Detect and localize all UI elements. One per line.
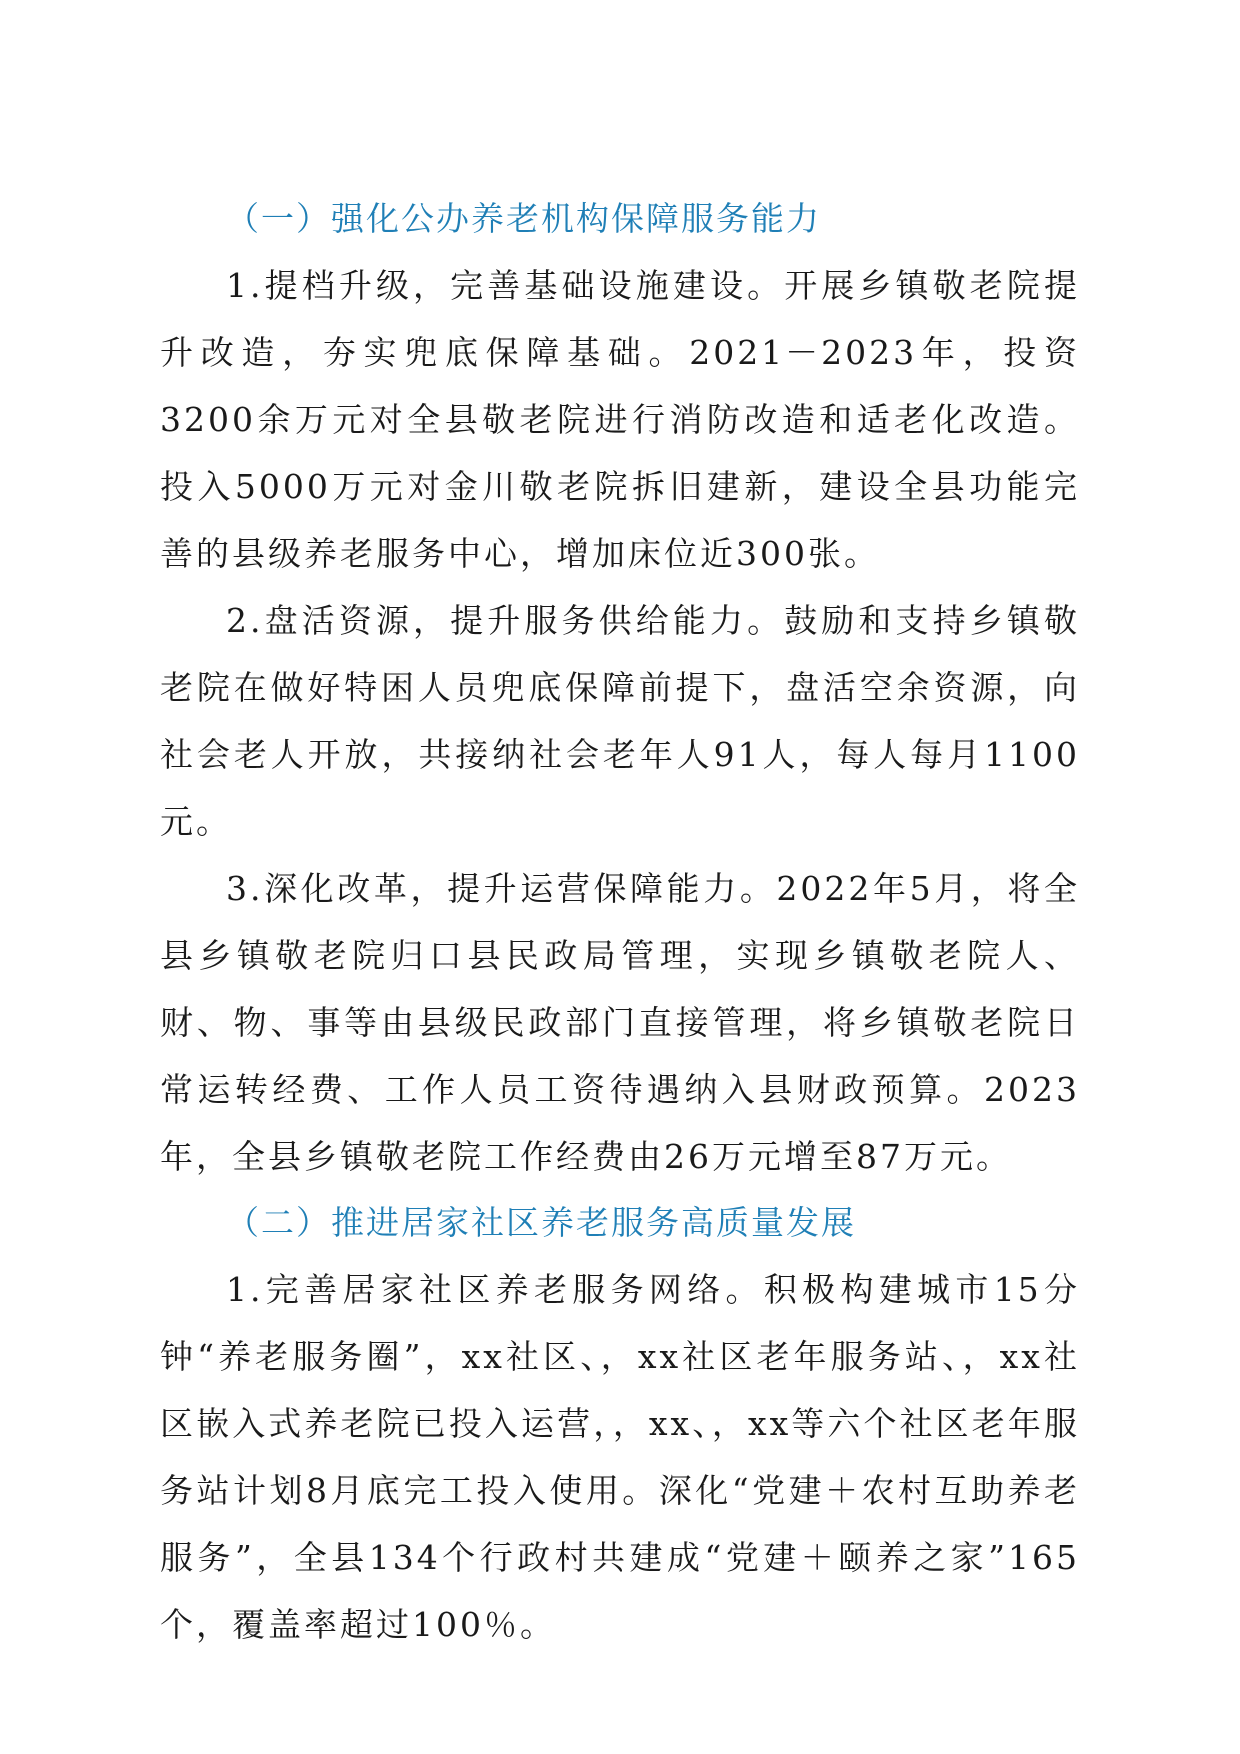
section-heading-1: （一）强化公办养老机构保障服务能力 (226, 199, 821, 238)
paragraph-1-2: 2.盘活资源，提升服务供给能力。鼓励和支持乡镇敬老院在做好特困人员兜底保障前提下，盘活空余资源，向社会老人开放，共接纳社会老年人91人，每人每月1100元。 (160, 601, 1080, 841)
document-body (160, 186, 1080, 1658)
paragraph-2-1: 1.完善居家社区养老服务网络。积极构建城市15分钟“养老服务圈”，xx社区、，xx社区老年服务站、，xx社区嵌入式养老院已投入运营，，xx、，xx等六个社区老年服务站计划8月底完工投入使用。深化“党建＋农村互助养老服务”，全县134个行政村共建成“党建＋颐养之家”165个，覆盖率超过100％。 (160, 1270, 1080, 1644)
paragraph-1-3: 3.深化改革，提升运营保障能力。2022年5月，将全县乡镇敬老院归口县民政局管理，实现乡镇敬老院人、财、物、事等由县级民政部门直接管理，将乡镇敬老院日常运转经费、工作人员工资待遇纳入县财政预算。2023年，全县乡镇敬老院工作经费由26万元增至87万元。 (160, 869, 1080, 1176)
section-heading-2: （二）推进居家社区养老服务高质量发展 (226, 1203, 856, 1242)
paragraph-1-1: 1.提档升级，完善基础设施建设。开展乡镇敬老院提升改造，夯实兜底保障基础。2021－2023年，投资3200余万元对全县敬老院进行消防改造和适老化改造。投入5000万元对金川敬老院拆旧建新，建设全县功能完善的县级养老服务中心，增加床位近300张。 (160, 266, 1080, 573)
